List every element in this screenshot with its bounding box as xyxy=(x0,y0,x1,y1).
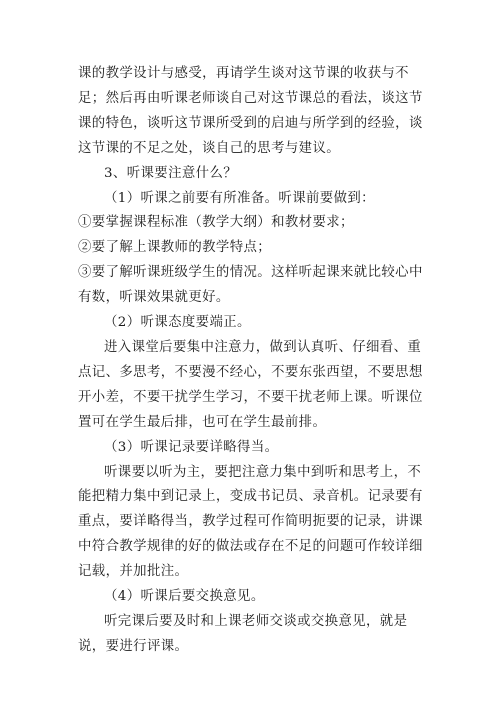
paragraph-notes: 听课要以听为主，要把注意力集中到听和思考上，不能把精力集中到记录上，变成书记员、录音机。记录要有重点，要详略得当，教学过程可作简明扼要的记录，讲课中符合教学规律的好的做法或存在不足的问题可作较详细记载，并加批注。 xyxy=(78,464,423,580)
list-item-1: ①要掌握课程标准（教学大纲）和教材要求； xyxy=(78,215,354,231)
document-body xyxy=(78,62,428,660)
subheading-4: （4）听课后要交换意见。 xyxy=(104,589,265,605)
subheading-1: （1）听课之前要有所准备。听课前要做到： xyxy=(104,190,375,206)
paragraph-attitude: 进入课堂后要集中注意力，做到认真听、仔细看、重点记、多思考，不要漫不经心，不要东张西望，不要思想开小差，不要干扰学生学习，不要干扰老师上课。听课位置可在学生最后排，也可在学生最前排。 xyxy=(78,339,423,430)
paragraph-feedback: 听完课后要及时和上课老师交谈或交换意见，就是说，要进行评课。 xyxy=(78,613,408,654)
paragraph-continuation: 课的教学设计与感受，再请学生谈对这节课的收获与不足；然后再由听课老师谈自己对这节课总的看法，谈这节课的特色，谈听这节课所受到的启迪与所学到的经验，谈这节课的不足之处，谈自己的思考与建议。 xyxy=(78,66,423,156)
list-item-2: ②要了解上课教师的教学特点； xyxy=(78,240,272,256)
subheading-2: （2）听课态度要端正。 xyxy=(104,315,251,331)
section-heading-3: 3、听课要注意什么？ xyxy=(104,165,238,181)
subheading-3: （3）听课记录要详略得当。 xyxy=(104,439,279,455)
list-item-3: ③要了解听课班级学生的情况。这样听起课来就比较心中有数，听课效果就更好。 xyxy=(78,265,423,306)
